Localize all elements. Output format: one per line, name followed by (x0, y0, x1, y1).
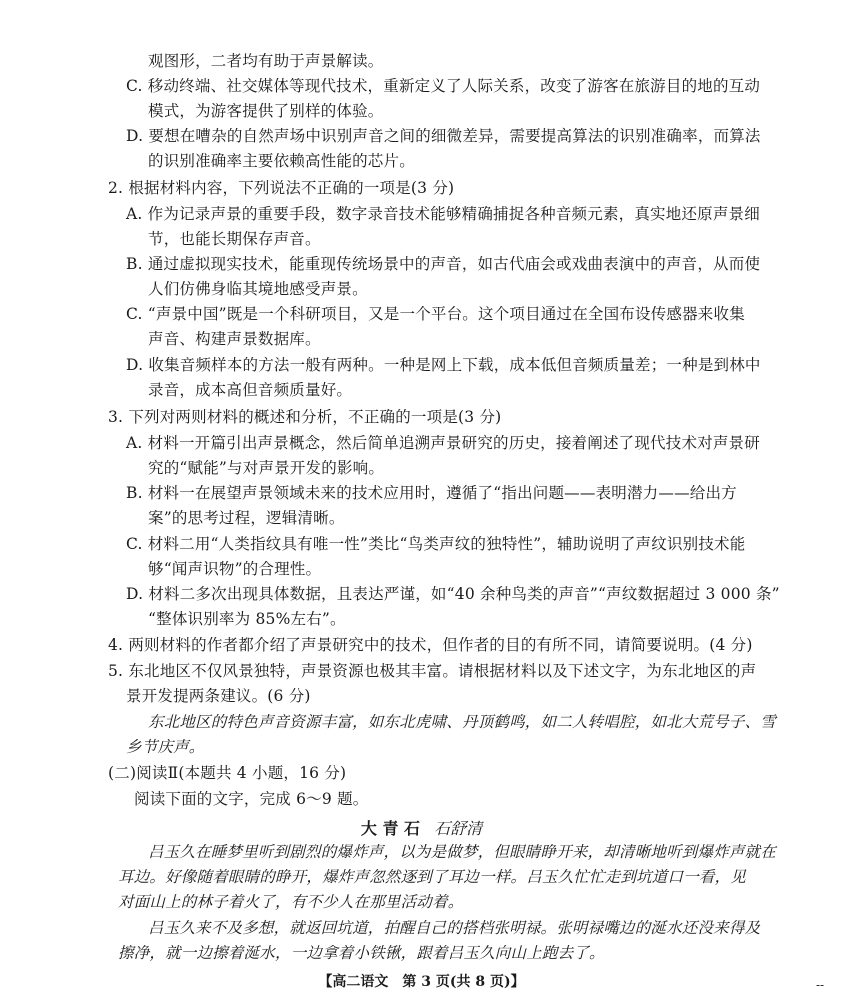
story-author: 石舒清 (434, 819, 483, 838)
text-line: 节，也能长期保存声音。 (148, 230, 321, 248)
text-line: 景开发提两条建议。(6 分) (126, 687, 311, 705)
option-b-line: B. 材料一在展望声景领域未来的技术应用时，遵循了“指出问题——表明潜力——给出方 (126, 484, 737, 502)
quoted-material-line: 乡节庆声。 (126, 738, 205, 756)
story-title-row (0, 816, 843, 839)
story-paragraph-line: 吕玉久来不及多想，就返回坑道，拍醒自己的搭档张明禄。张明禄嘴边的涎水还没来得及 (148, 919, 761, 937)
option-b-line: B. 通过虚拟现实技术，能重现传统场景中的声音，如古代庙会或戏曲表演中的声音，从而使 (126, 255, 761, 273)
question-2-stem: 2. 根据材料内容，下列说法不正确的一项是(3 分) (108, 179, 455, 197)
text-line: 声音、构建声景数据库。 (148, 330, 321, 348)
option-d-line: D. 要想在嘈杂的自然声场中识别声音之间的细微差异，需要提高算法的识别准确率，而算法 (126, 127, 761, 145)
text-line: “整体识别率为 85%左右”。 (148, 610, 346, 628)
option-d-line: D. 材料二多次出现具体数据，且表达严谨，如“40 余种鸟类的声音”“声纹数据超过 3 000 条” (126, 585, 780, 603)
corner-mark: -- (816, 978, 825, 992)
question-3-stem: 3. 下列对两则材料的概述和分析，不正确的一项是(3 分) (108, 408, 502, 426)
option-a-line: A. 材料一开篇引出声景概念，然后简单追溯声景研究的历史，接着阐述了现代技术对声景研 (126, 434, 760, 452)
page-footer: 【高二语文 第 3 页(共 8 页)】 (318, 974, 525, 990)
text-line: 人们仿佛身临其境地感受声景。 (148, 280, 368, 298)
text-line: 的识别准确率主要依赖高性能的芯片。 (148, 152, 415, 170)
option-a-line: A. 作为记录声景的重要手段，数字录音技术能够精确捕捉各种音频元素，真实地还原声景细 (126, 205, 760, 223)
story-paragraph-line: 耳边。好像随着眼睛的睁开，爆炸声忽然逐到了耳边一样。吕玉久忙忙走到坑道口一看，见 (118, 868, 747, 886)
text-line: 究的“赋能”与对声景开发的影响。 (148, 459, 385, 477)
option-c-line: C. 移动终端、社交媒体等现代技术，重新定义了人际关系，改变了游客在旅游目的地的互动 (126, 77, 761, 95)
instruction-line: 阅读下面的文字，完成 6～9 题。 (134, 790, 369, 808)
text-line: 录音，成本高但音频质量好。 (148, 381, 353, 399)
option-d-line: D. 收集音频样本的方法一般有两种。一种是网上下载，成本低但音频质量差；一种是到林中 (126, 356, 761, 374)
story-paragraph-line: 对面山上的林子着火了，有不少人在那里活动着。 (118, 893, 464, 911)
quoted-material-line: 东北地区的特色声音资源丰富，如东北虎啸、丹顶鹤鸣，如二人转唱腔，如北大荒号子、雪 (148, 713, 777, 731)
text-line: 案”的思考过程，逻辑清晰。 (148, 509, 345, 527)
story-paragraph-line: 擦净，就一边擦着涎水，一边拿着小铁锹，跟着吕玉久向山上跑去了。 (118, 944, 605, 962)
text-line: 模式，为游客提供了别样的体验。 (148, 102, 384, 120)
story-title: 大 青 石 (360, 819, 421, 838)
text-line: 够“闻声识物”的合理性。 (148, 560, 322, 578)
question-4-stem: 4. 两则材料的作者都介绍了声景研究中的技术，但作者的目的有所不同，请简要说明。(4 分) (108, 636, 753, 654)
story-paragraph-line: 吕玉久在睡梦里听到剧烈的爆炸声，以为是做梦，但眼睛睁开来，却清晰地听到爆炸声就在 (148, 843, 777, 861)
section-heading: (二)阅读Ⅱ(本题共 4 小题，16 分) (108, 764, 347, 782)
option-c-line: C. “声景中国”既是一个科研项目，又是一个平台。这个项目通过在全国布设传感器来收集 (126, 305, 745, 323)
option-c-line: C. 材料二用“人类指纹具有唯一性”类比“鸟类声纹的独特性”，辅助说明了声纹识别技术能 (126, 535, 746, 553)
question-5-stem: 5. 东北地区不仅风景独特，声景资源也极其丰富。请根据材料以及下述文字，为东北地区的声 (108, 662, 757, 680)
text-line: 观图形，二者均有助于声景解读。 (148, 52, 384, 70)
